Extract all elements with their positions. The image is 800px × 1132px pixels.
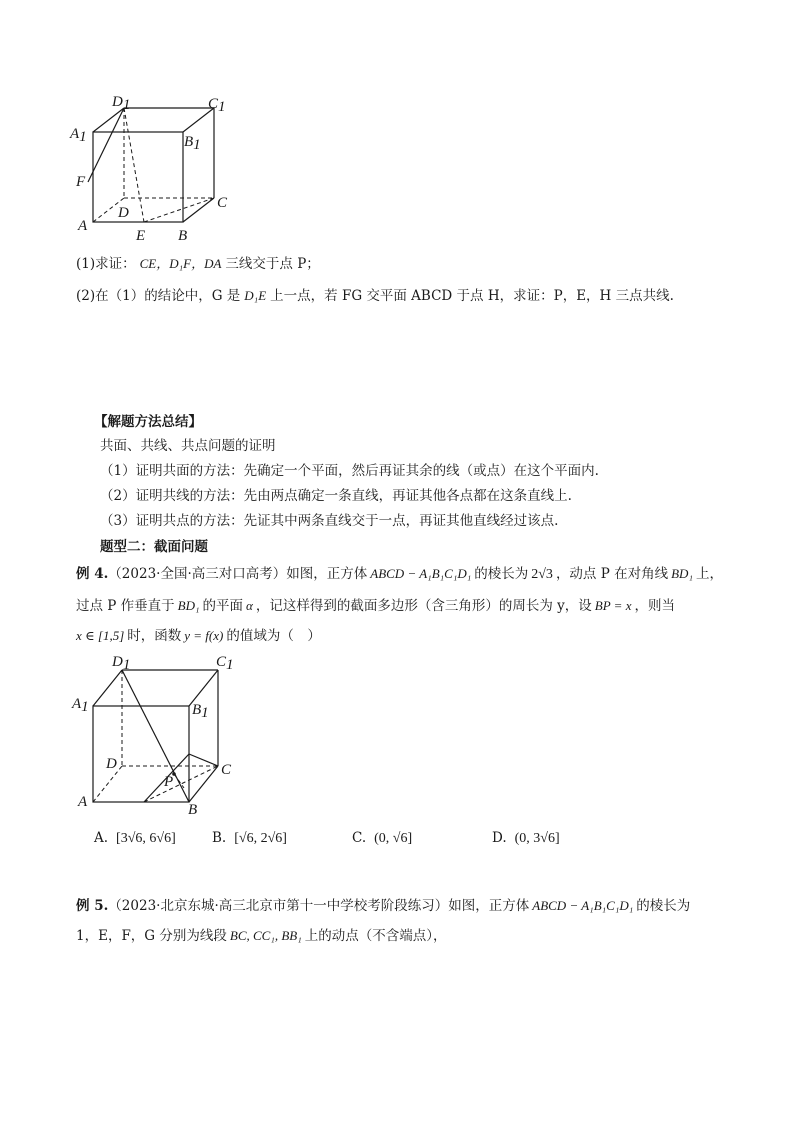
label-E: E <box>136 228 146 244</box>
label-D: D <box>118 205 129 221</box>
label-B: B <box>178 228 188 244</box>
label-A: A <box>78 218 88 234</box>
example4-line-3: x ∈ [1,5] 时，函数 y = f(x) 的值域为（ ） <box>76 628 321 644</box>
summary-item-3: （3）证明共点的方法：先证其中两条直线交于一点，再证其他直线经过该点. <box>100 513 559 529</box>
option-b[interactable]: B. [√6, 2√6] <box>212 830 287 846</box>
label-C: C <box>221 762 232 778</box>
front-face <box>93 706 189 802</box>
summary-item-1: （1）证明共面的方法：先确定一个平面，然后再证其余的线（或点）在这个平面内. <box>100 463 599 479</box>
label-C1: C1 <box>208 96 226 115</box>
diagonal-d1-b <box>122 670 189 802</box>
label-P: P <box>164 774 174 790</box>
label-F: F <box>76 174 86 190</box>
cube-figure-1 <box>66 90 246 250</box>
option-c[interactable]: C. (0, √6] <box>352 830 413 846</box>
example4-line-2: 过点 P 作垂直于 BD₁ 的平面 α ，记这样得到的截面多边形（含三角形）的周长为 y，设 BP = x ，则当 <box>76 598 675 614</box>
section-hidden-edge <box>144 766 218 802</box>
question-2: (2)在（1）的结论中，G 是 D₁E 上一点，若 FG 交平面 ABCD 于点 H，求证：P，E，H 三点共线. <box>76 288 674 304</box>
label-C: C <box>217 195 228 211</box>
label-D1: D1 <box>112 94 131 113</box>
section-edge-2 <box>189 754 218 766</box>
section-title: 题型二：截面问题 <box>100 539 208 555</box>
cube-figure-2 <box>66 648 246 818</box>
label-B1: B1 <box>184 134 201 153</box>
summary-intro: 共面、共线、共点问题的证明 <box>100 438 276 454</box>
summary-heading: 【解题方法总结】 <box>94 414 202 430</box>
label-C1: C1 <box>216 654 234 673</box>
ce-dashed <box>144 198 214 222</box>
example5-line-1: 例 5.（2023·北京东城·高三北京市第十一中学校考阶段练习）如图，正方体 ABCD − A₁B₁C₁D₁ 的棱长为 <box>76 898 691 914</box>
top-edge-back <box>93 108 124 132</box>
option-d[interactable]: D. (0, 3√6] <box>492 830 560 846</box>
label-B: B <box>188 802 198 818</box>
label-D: D <box>106 756 117 772</box>
question-1: (1)求证： CE，D₁F，DA 三线交于点 P； <box>76 256 320 272</box>
label-A1: A1 <box>70 126 87 145</box>
label-D1: D1 <box>112 654 131 673</box>
example4-line-1: 例 4.（2023·全国·高三对口高考）如图，正方体 ABCD − A₁B₁C₁D₁ 的棱长为 2√3 ，动点 P 在对角线 BD₁ 上， <box>76 566 723 582</box>
front-face <box>93 132 183 222</box>
label-A: A <box>78 794 88 810</box>
label-A1: A1 <box>72 696 89 715</box>
summary-item-2: （2）证明共线的方法：先由两点确定一条直线，再证其他各点都在这条直线上. <box>100 488 572 504</box>
label-B1: B1 <box>192 702 209 721</box>
example5-line-2: 1，E，F，G 分别为线段 BC, CC₁, BB₁ 上的动点（不含端点）， <box>76 928 447 944</box>
option-a[interactable]: A. [3√6, 6√6] <box>94 830 176 846</box>
